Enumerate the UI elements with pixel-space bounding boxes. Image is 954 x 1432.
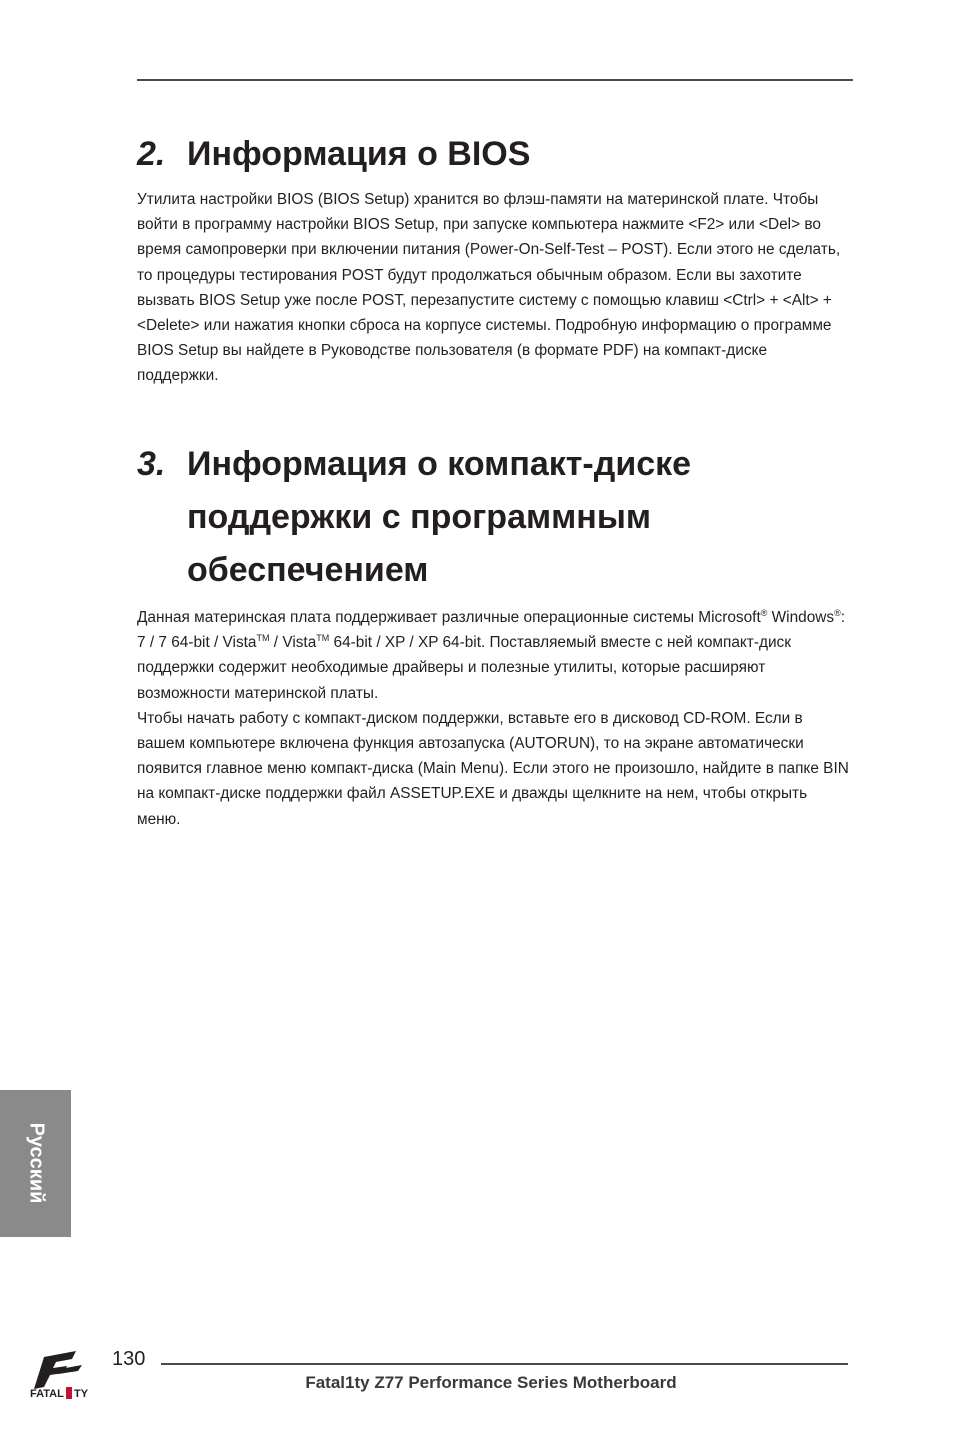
section-title-line: поддержки с программным: [187, 498, 652, 536]
fatal1ty-logo-icon: [30, 1349, 104, 1405]
section-bios-body: Утилита настройки BIOS (BIOS Setup) хранится во флэш-памяти на материнской плате. Чтобы войти в программу настройки BIOS Setup, при запуске компьютера нажмите <F2> или <Del> во время самопроверки при включении питания (Power-On-Self-Test – POST). Если этого не сделать, то процедуры тестирования POST будут продолжаться обычным образом. Если вы захотите вызвать BIOS Setup уже после POST, перезапустите систему с помощью клавиш <Ctrl> + <Alt> + <Delete> или нажатия кнопки сброса на корпусе системы. Подробную информацию о программе BIOS Setup вы найдете в Руководстве пользователя (в формате PDF) на компакт-диске поддержки.: [137, 191, 841, 385]
section-title: Информация о BIOS: [187, 135, 531, 173]
text-run: Windows: [767, 609, 835, 626]
section-bios-heading: [137, 128, 852, 181]
section-support-cd-paragraph-1: [137, 605, 852, 706]
footer-rule: [161, 1363, 848, 1365]
page-number: 130: [112, 1348, 146, 1370]
language-tab: [0, 1090, 71, 1237]
registered-mark: ®: [760, 608, 768, 618]
section-bios: [137, 128, 852, 389]
trademark-mark: TM: [256, 633, 270, 644]
language-tab-label: Русский: [25, 1122, 48, 1204]
section-title-line: Информация о компакт-диске: [187, 445, 692, 483]
section-number: 3.: [137, 445, 166, 483]
text-run: : 7 / 7 64-bit / Vista: [137, 609, 846, 652]
section-number: 2.: [137, 135, 166, 173]
svg-text:FATAL: FATAL: [30, 1388, 64, 1400]
section-title: [187, 438, 852, 597]
fatal1ty-logo: [30, 1349, 104, 1405]
registered-mark: ®: [834, 608, 841, 618]
section-support-cd-paragraph-2: Чтобы начать работу с компакт-диском поддержки, вставьте его в дисковод CD-ROM. Если в вашем компьютере включена функция автозапуска (AUTORUN), то на экране автоматически появится главное меню компакт-диска (Main Menu). Если этого не произошло, найдите в папке BIN на компакт-диске поддержки файл ASSETUP.EXE и дважды щелкните на нем, чтобы открыть меню.: [137, 709, 849, 828]
footer-title: Fatal1ty Z77 Performance Series Motherboard: [305, 1373, 677, 1392]
header-rule: [137, 79, 853, 81]
svg-text:TY: TY: [74, 1388, 89, 1400]
section-support-cd-heading: [137, 438, 852, 597]
trademark-mark: TM: [316, 633, 330, 644]
section-title-line: обеспечением: [187, 551, 429, 589]
text-run: / Vista: [269, 634, 317, 652]
section-support-cd: [137, 438, 852, 832]
text-run: 64-bit / XP / XP 64-bit. Поставляемый вместе с ней компакт-диск поддержки содержит необходимые драйверы и полезные утилиты, которые расширяют возможности материнской платы.: [137, 634, 791, 702]
text-run: Данная материнская плата поддерживает различные операционные системы Microsoft: [137, 609, 761, 626]
